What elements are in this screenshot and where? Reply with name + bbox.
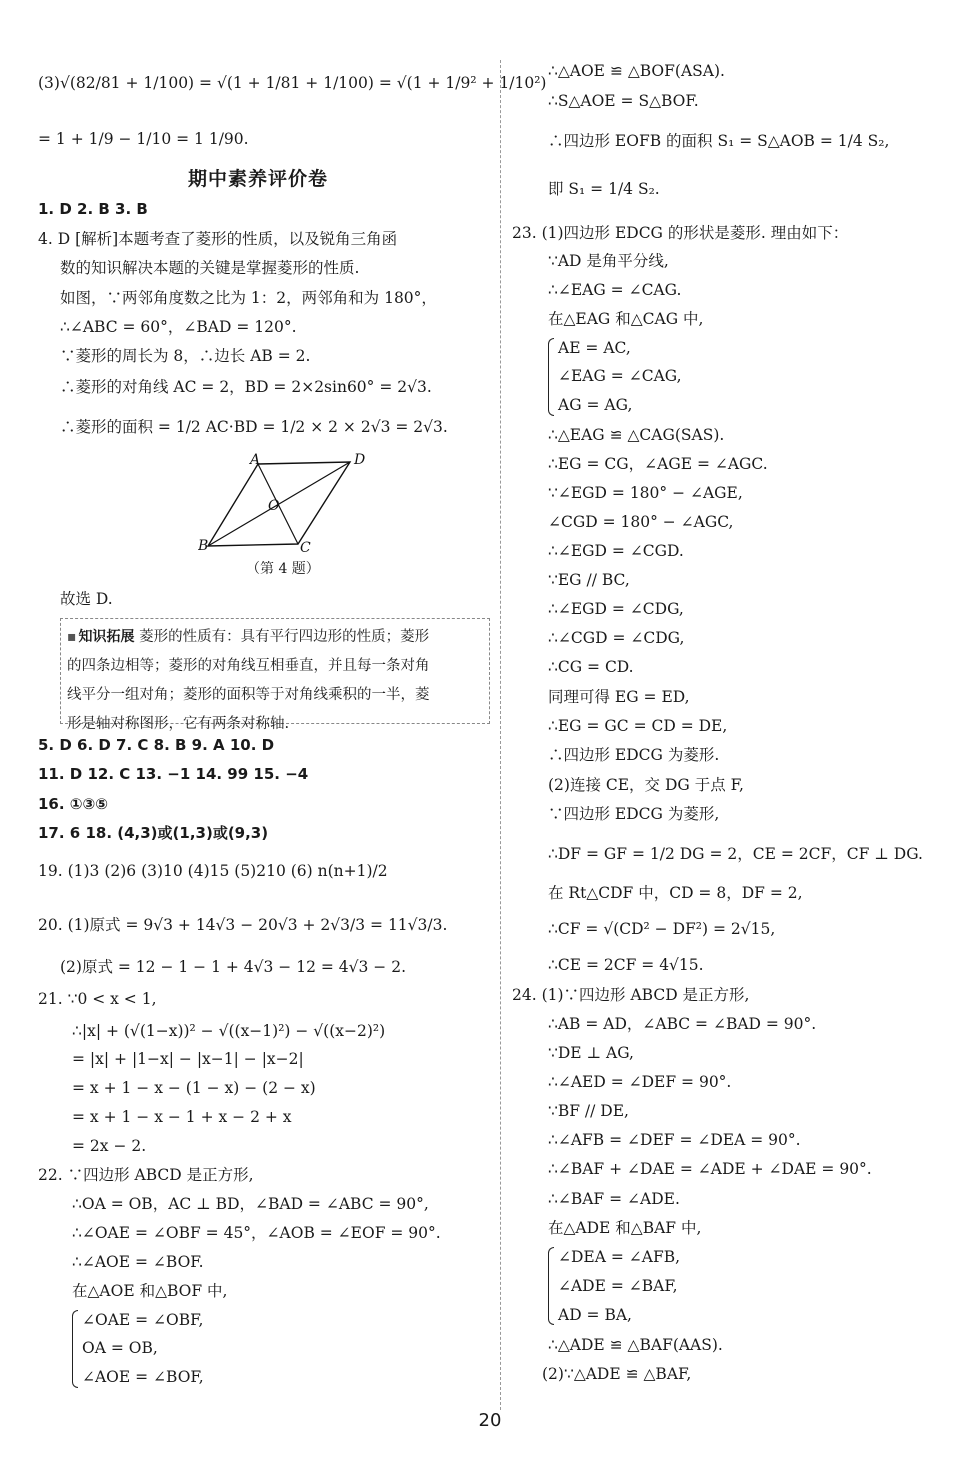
text-line: ∠AOE = ∠BOF, bbox=[82, 1368, 204, 1386]
text-line: ∴△ADE ≌ △BAF(AAS). bbox=[548, 1336, 723, 1354]
text-line: ∠CGD = 180° − ∠AGC, bbox=[548, 513, 734, 531]
text-line: ∴∠BAF = ∠ADE. bbox=[548, 1190, 680, 1208]
label-b: B bbox=[198, 538, 209, 554]
text-line: AE = AC, bbox=[558, 339, 631, 357]
text-line: ∴DF = GF = 1/2 DG = 2，CE = 2CF，CF ⊥ DG. bbox=[548, 845, 923, 863]
text-line: OA = OB, bbox=[82, 1339, 158, 1357]
text-line: ∴∠ABC = 60°，∠BAD = 120°. bbox=[60, 318, 297, 336]
brace bbox=[72, 1310, 78, 1388]
note-text: 线平分一组对角；菱形的面积等于对角线乘积的一半，菱 bbox=[67, 687, 430, 703]
text-line: ∴CG = CD. bbox=[548, 658, 634, 676]
text-line: ∵BF // DE, bbox=[548, 1102, 629, 1120]
text-line: ∴OA = OB，AC ⊥ BD，∠BAD = ∠ABC = 90°, bbox=[72, 1195, 429, 1213]
note-text: 的四条边相等；菱形的对角线互相垂直，并且每一条对角 bbox=[67, 658, 430, 674]
page-number: 20 bbox=[478, 1410, 502, 1431]
text-line: ∴∠CGD = ∠CDG, bbox=[548, 629, 685, 647]
text-line: ∴∠BAF + ∠DAE = ∠ADE + ∠DAE = 90°. bbox=[548, 1160, 872, 1178]
text-line: = x + 1 − x − 1 + x − 2 + x bbox=[72, 1108, 292, 1126]
column-divider bbox=[500, 60, 502, 1410]
text-line: 23. (1)四边形 EDCG 的形状是菱形. 理由如下： bbox=[512, 224, 849, 242]
text-line: 同理可得 EG = ED, bbox=[548, 688, 690, 706]
text-line: 故选 D. bbox=[60, 590, 113, 608]
figure-caption: （第 4 题） bbox=[246, 561, 320, 577]
text-line: ∴∠EGD = ∠CGD. bbox=[548, 542, 684, 560]
text-line: 即 S₁ = 1/4 S₂. bbox=[548, 180, 660, 198]
text-line: 如图，∵两邻角度数之比为 1：2，两邻角和为 180°， bbox=[60, 289, 437, 307]
text-line: ∴∠EAG = ∠CAG. bbox=[548, 281, 682, 299]
text-line: (3)√(82/81 + 1/100) = √(1 + 1/81 + 1/100) = √(1 + 1/9² + 1/10²) bbox=[38, 74, 547, 92]
answer-line: 1. D 2. B 3. B bbox=[38, 200, 148, 218]
label-o: O bbox=[268, 498, 280, 514]
text-line: ∵四边形 EDCG 为菱形, bbox=[548, 805, 720, 823]
text-line: ∴∠AFB = ∠DEF = ∠DEA = 90°. bbox=[548, 1131, 801, 1149]
text-line: 在△EAG 和△CAG 中, bbox=[548, 310, 704, 328]
brace bbox=[548, 338, 554, 416]
text-line: ∴∠AOE = ∠BOF. bbox=[72, 1253, 204, 1271]
label-d: D bbox=[354, 452, 366, 468]
text-line: 24. (1)∵四边形 ABCD 是正方形, bbox=[512, 986, 750, 1004]
knowledge-box bbox=[60, 618, 490, 732]
text-line: 在△ADE 和△BAF 中, bbox=[548, 1219, 702, 1237]
text-line: ∴∠AED = ∠DEF = 90°. bbox=[548, 1073, 732, 1091]
text-line: ∴EG = GC = CD = DE, bbox=[548, 717, 728, 735]
label-a: A bbox=[250, 452, 261, 468]
text-line: ∴△EAG ≌ △CAG(SAS). bbox=[548, 426, 725, 444]
answer-line: 5. D 6. D 7. C 8. B 9. A 10. D bbox=[38, 736, 275, 754]
text-line: ∠ADE = ∠BAF, bbox=[558, 1277, 678, 1295]
text-line: ∴|x| + (√(1−x))² − √((x−1)²) − √((x−2)²) bbox=[72, 1022, 386, 1040]
text-line: AG = AG, bbox=[558, 396, 633, 414]
text-line: ∴AB = AD，∠ABC = ∠BAD = 90°. bbox=[548, 1015, 817, 1033]
section-title: 期中素养评价卷 bbox=[188, 168, 329, 190]
text-line: ∠EAG = ∠CAG, bbox=[558, 367, 682, 385]
brace bbox=[548, 1247, 554, 1325]
text-line: (2)∵△ADE ≌ △BAF, bbox=[542, 1365, 692, 1383]
text-line: 在 Rt△CDF 中，CD = 8，DF = 2, bbox=[548, 884, 803, 902]
text-line: AD = BA, bbox=[558, 1306, 632, 1324]
text-line: 数的知识解决本题的关键是掌握菱形的性质. bbox=[60, 259, 360, 277]
text-line: (2)原式 = 12 − 1 − 1 + 4√3 − 12 = 4√3 − 2. bbox=[60, 958, 407, 976]
text-line: = 2x − 2. bbox=[72, 1137, 147, 1155]
text-line: = |x| + |1−x| − |x−1| − |x−2| bbox=[72, 1050, 304, 1068]
text-line: ∵AD 是角平分线, bbox=[548, 252, 669, 270]
text-line: 21. ∵0 < x < 1, bbox=[38, 990, 157, 1008]
text-line: 22. ∵四边形 ABCD 是正方形, bbox=[38, 1166, 254, 1184]
text-line: 在△AOE 和△BOF 中, bbox=[72, 1282, 228, 1300]
note-tag: ▪ 知识拓展 bbox=[67, 629, 135, 645]
text-line: ∴∠OAE = ∠OBF = 45°，∠AOB = ∠EOF = 90°. bbox=[72, 1224, 441, 1242]
text-line: ∴EG = CG，∠AGE = ∠AGC. bbox=[548, 455, 768, 473]
text-line: ∴菱形的面积 = 1/2 AC·BD = 1/2 × 2 × 2√3 = 2√3. bbox=[60, 418, 448, 436]
text-line: ∴△AOE ≌ △BOF(ASA). bbox=[548, 62, 725, 80]
text-line: ∵∠EGD = 180° − ∠AGE, bbox=[548, 484, 743, 502]
text-line: ∠OAE = ∠OBF, bbox=[82, 1311, 204, 1329]
text-line: 19. (1)3 (2)6 (3)10 (4)15 (5)210 (6) n(n+1)/2 bbox=[38, 862, 388, 880]
note-text: 形是轴对称图形，它有两条对称轴. bbox=[67, 716, 290, 732]
text-line: ∵菱形的周长为 8，∴边长 AB = 2. bbox=[60, 347, 311, 365]
text-line: 4. D [解析]本题考查了菱形的性质，以及锐角三角函 bbox=[38, 230, 398, 248]
text-line: ∴S△AOE = S△BOF. bbox=[548, 92, 699, 110]
text-line: = x + 1 − x − (1 − x) − (2 − x) bbox=[72, 1079, 316, 1097]
text-line: ∴四边形 EOFB 的面积 S₁ = S△AOB = 1/4 S₂, bbox=[548, 132, 890, 150]
text-line: 20. (1)原式 = 9√3 + 14√3 − 20√3 + 2√3/3 = 11√3/3. bbox=[38, 916, 448, 934]
text-line: ∴CE = 2CF = 4√15. bbox=[548, 956, 704, 974]
text-line: (2)连接 CE，交 DG 于点 F, bbox=[548, 776, 744, 794]
answer-line: 17. 6 18. (4,3)或(1,3)或(9,3) bbox=[38, 824, 269, 842]
rhombus-figure bbox=[198, 452, 378, 562]
text-line: ∵EG // BC, bbox=[548, 571, 630, 589]
text-line: ∴CF = √(CD² − DF²) = 2√15, bbox=[548, 920, 776, 938]
answer-line: 16. ①③⑤ bbox=[38, 795, 108, 813]
text-line: ∴菱形的对角线 AC = 2，BD = 2×2sin60° = 2√3. bbox=[60, 378, 432, 396]
text-line: = 1 + 1/9 − 1/10 = 1 1/90. bbox=[38, 130, 249, 148]
text-line: ∴四边形 EDCG 为菱形. bbox=[548, 746, 720, 764]
note-text: 菱形的性质有：具有平行四边形的性质；菱形 bbox=[139, 629, 430, 645]
answer-line: 11. D 12. C 13. −1 14. 99 15. −4 bbox=[38, 765, 309, 783]
label-c: C bbox=[300, 540, 311, 556]
text-line: ∴∠EGD = ∠CDG, bbox=[548, 600, 684, 618]
text-line: ∠DEA = ∠AFB, bbox=[558, 1248, 681, 1266]
text-line: ∵DE ⊥ AG, bbox=[548, 1044, 634, 1062]
